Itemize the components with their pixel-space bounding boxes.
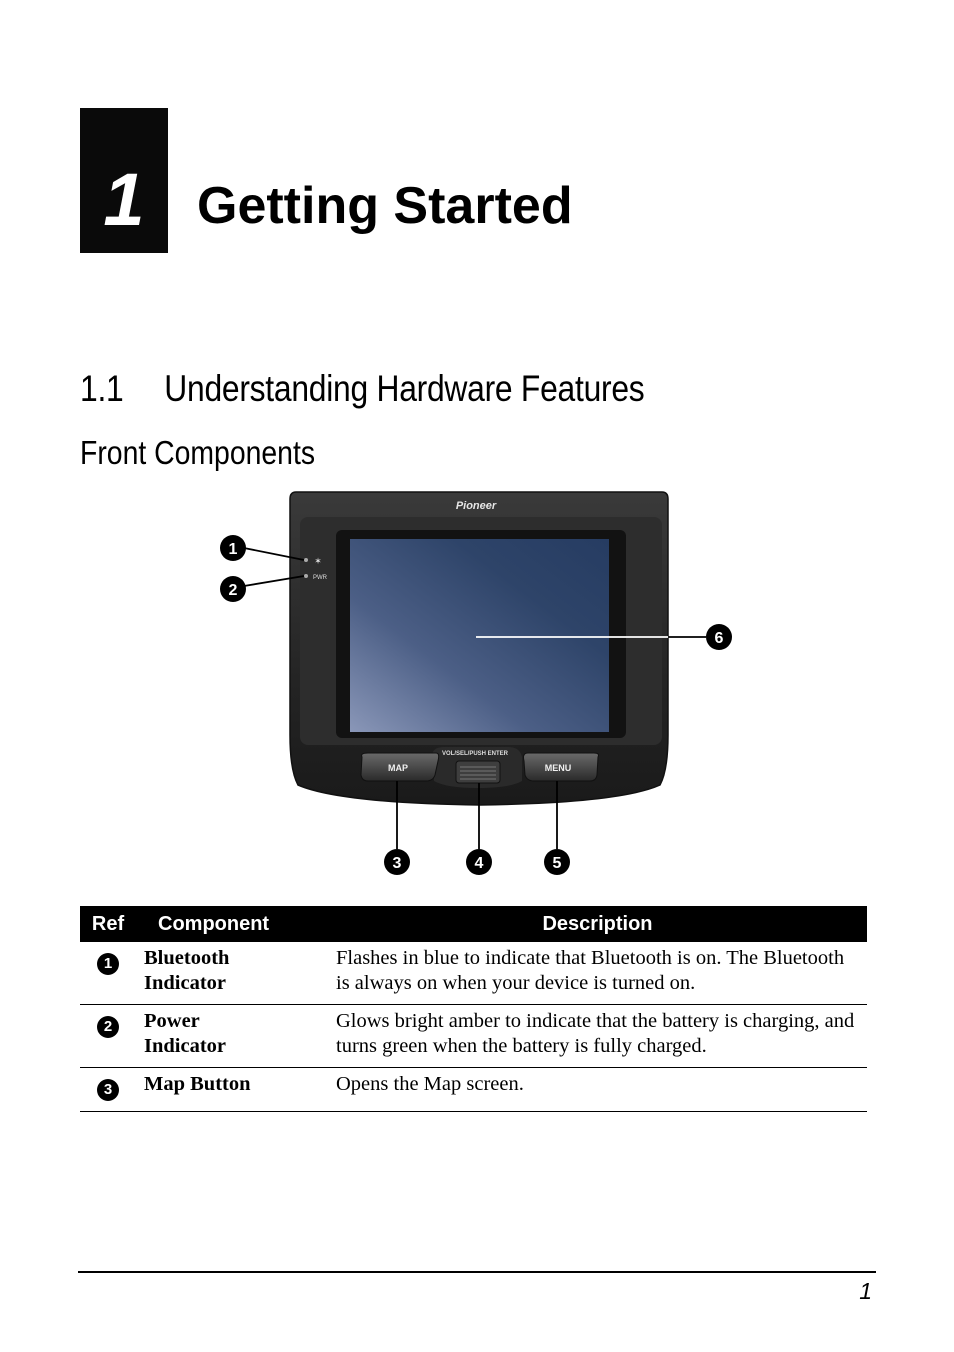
brand-logo: Pioneer — [455, 500, 497, 512]
table-row — [80, 1068, 867, 1112]
components-table — [80, 906, 867, 1112]
knob-label: VOL/SEL/PUSH ENTER — [441, 751, 509, 757]
header-ref: Ref — [80, 906, 136, 942]
svg-text:4: 4 — [474, 855, 484, 872]
component-description: Flashes in blue to indicate that Bluetooth is on. The Bluetooth is always on when your device is turned on. — [328, 942, 867, 1005]
chapter-number-box — [80, 108, 168, 253]
section-title: Understanding Hardware Features — [164, 368, 645, 409]
component-description: Glows bright amber to indicate that the battery is charging, and turns green when the battery is fully charged. — [328, 1005, 867, 1068]
ref-badge: 2 — [97, 1016, 119, 1038]
component-name-line2: Indicator — [144, 972, 226, 994]
table-header-row — [80, 906, 867, 942]
bluetooth-led — [304, 558, 308, 562]
pwr-label: PWR — [313, 575, 327, 581]
callout-3 — [384, 849, 410, 875]
menu-button-label: MENU — [544, 763, 572, 773]
component-name: Map Button — [144, 1073, 251, 1095]
svg-text:1: 1 — [228, 541, 238, 558]
table-row — [80, 1005, 867, 1068]
svg-text:6: 6 — [714, 630, 724, 647]
footer-rule — [78, 1271, 876, 1273]
ref-badge: 1 — [97, 953, 119, 975]
callout-4 — [466, 849, 492, 875]
map-button-label: MAP — [388, 763, 408, 773]
callout-5 — [544, 849, 570, 875]
component-name: Power — [144, 1010, 200, 1032]
section-heading — [80, 368, 644, 410]
chapter-number: 1 — [103, 158, 145, 241]
component-name-line2: Indicator — [144, 1035, 226, 1057]
component-name: Bluetooth — [144, 947, 230, 969]
header-description: Description — [328, 906, 867, 942]
section-number: 1.1 — [80, 368, 124, 409]
svg-text:3: 3 — [392, 855, 402, 872]
table-row — [80, 942, 867, 1005]
component-description: Opens the Map screen. — [328, 1068, 867, 1112]
subsection-heading: Front Components — [80, 434, 316, 471]
chapter-title: Getting Started — [197, 177, 573, 235]
page-number: 1 — [859, 1278, 872, 1304]
screen — [350, 539, 609, 732]
power-led — [304, 574, 308, 578]
callout-6 — [706, 624, 732, 650]
ref-badge: 3 — [97, 1079, 119, 1101]
bluetooth-icon: ✶ — [314, 557, 322, 567]
callout-1 — [220, 535, 246, 561]
device-front-figure — [200, 485, 760, 885]
svg-text:5: 5 — [552, 855, 562, 872]
control-knob[interactable] — [456, 761, 500, 783]
header-component: Component — [136, 906, 328, 942]
callout-2 — [220, 576, 246, 602]
svg-text:2: 2 — [228, 582, 238, 599]
